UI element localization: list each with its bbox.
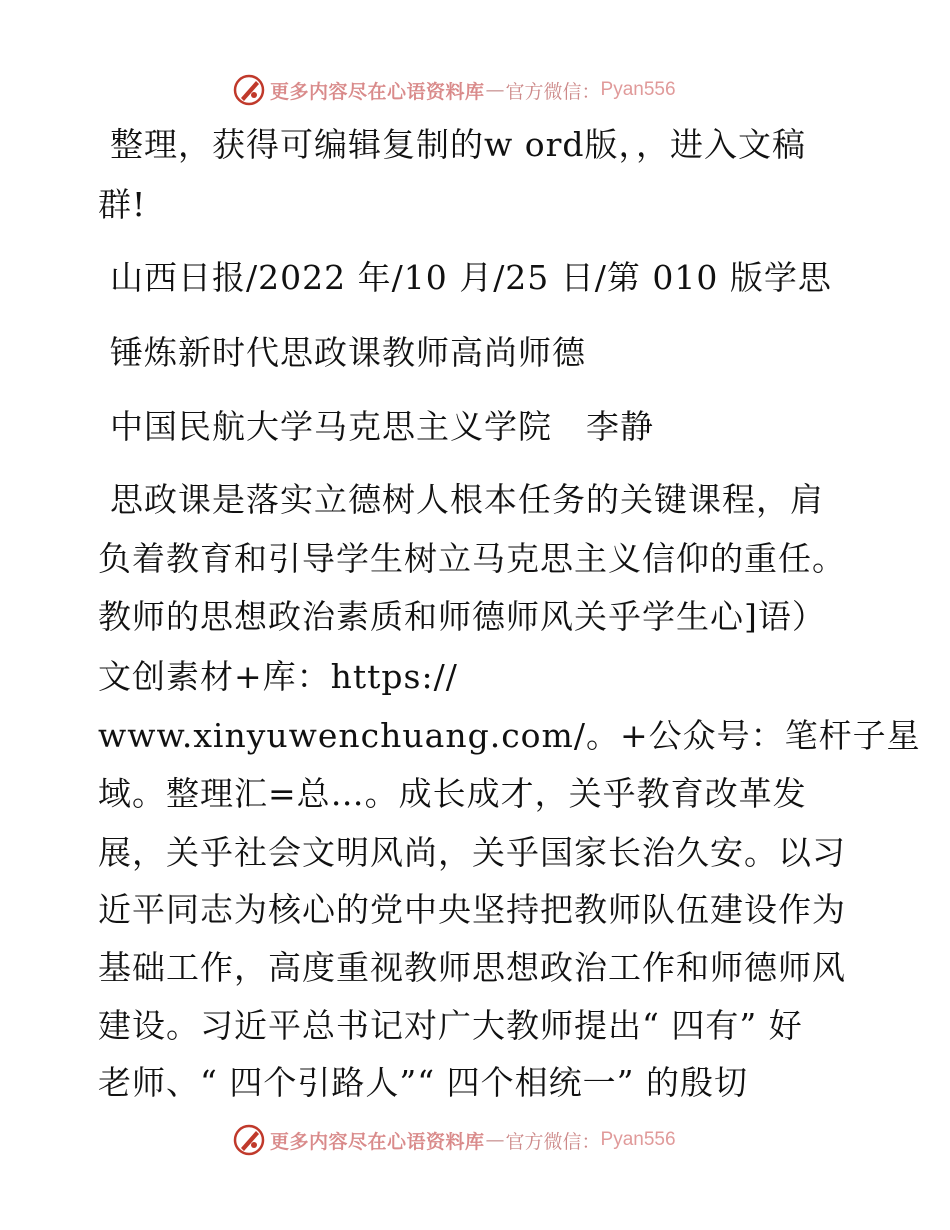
body-line: 展，关乎社会文明风尚，关乎国家长治久安。以习 — [98, 833, 846, 872]
footer-banner — [232, 1120, 676, 1160]
banner-separator: — — [485, 79, 505, 101]
body-line: 山西日报/2022 年/10 月/25 日/第 010 版学思 — [110, 258, 832, 297]
body-line: 建设。习近平总书记对广大教师提出“ 四有” 好 — [98, 1006, 803, 1045]
body-line: www.xinyuwenchuang.com/。+公众号：笔杆子星 — [98, 716, 921, 755]
banner-wechat-label: 官方微信： — [505, 1130, 601, 1153]
body-line: 基础工作，高度重视教师思想政治工作和师德师风 — [98, 948, 846, 987]
pen-logo-icon — [232, 73, 266, 107]
body-line: 负着教育和引导学生树立马克思主义信仰的重任。 — [98, 539, 846, 578]
body-line: 老师、“ 四个引路人”“ 四个相统一” 的殷切 — [98, 1063, 748, 1102]
banner-wechat-id: Pyan556 — [600, 79, 676, 100]
body-line: 思政课是落实立德树人根本任务的关键课程，肩 — [110, 480, 824, 519]
body-line: 群! — [98, 185, 147, 224]
body-line: 整理，获得可编辑复制的w ord版，，进入文稿 — [110, 125, 807, 164]
body-line: 近平同志为核心的党中央坚持把教师队伍建设作为 — [98, 890, 846, 929]
header-banner — [232, 70, 676, 110]
body-line: 教师的思想政治素质和师德师风关乎学生心]语） — [98, 597, 826, 636]
article-title: 锤炼新时代思政课教师高尚师德 — [110, 333, 586, 372]
banner-text: 更多内容尽在心语资料库 — [270, 80, 485, 103]
pen-logo-icon — [232, 1123, 266, 1157]
banner-wechat-id: Pyan556 — [600, 1129, 676, 1150]
article-author: 中国民航大学马克思主义学院 李静 — [110, 407, 654, 446]
body-line: 文创素材+库：https:// — [98, 657, 458, 696]
body-line: 域。整理汇=总…。成长成才，关乎教育改革发 — [98, 774, 807, 813]
banner-separator: — — [485, 1129, 505, 1151]
banner-text: 更多内容尽在心语资料库 — [270, 1130, 485, 1153]
banner-wechat-label: 官方微信： — [505, 80, 601, 103]
